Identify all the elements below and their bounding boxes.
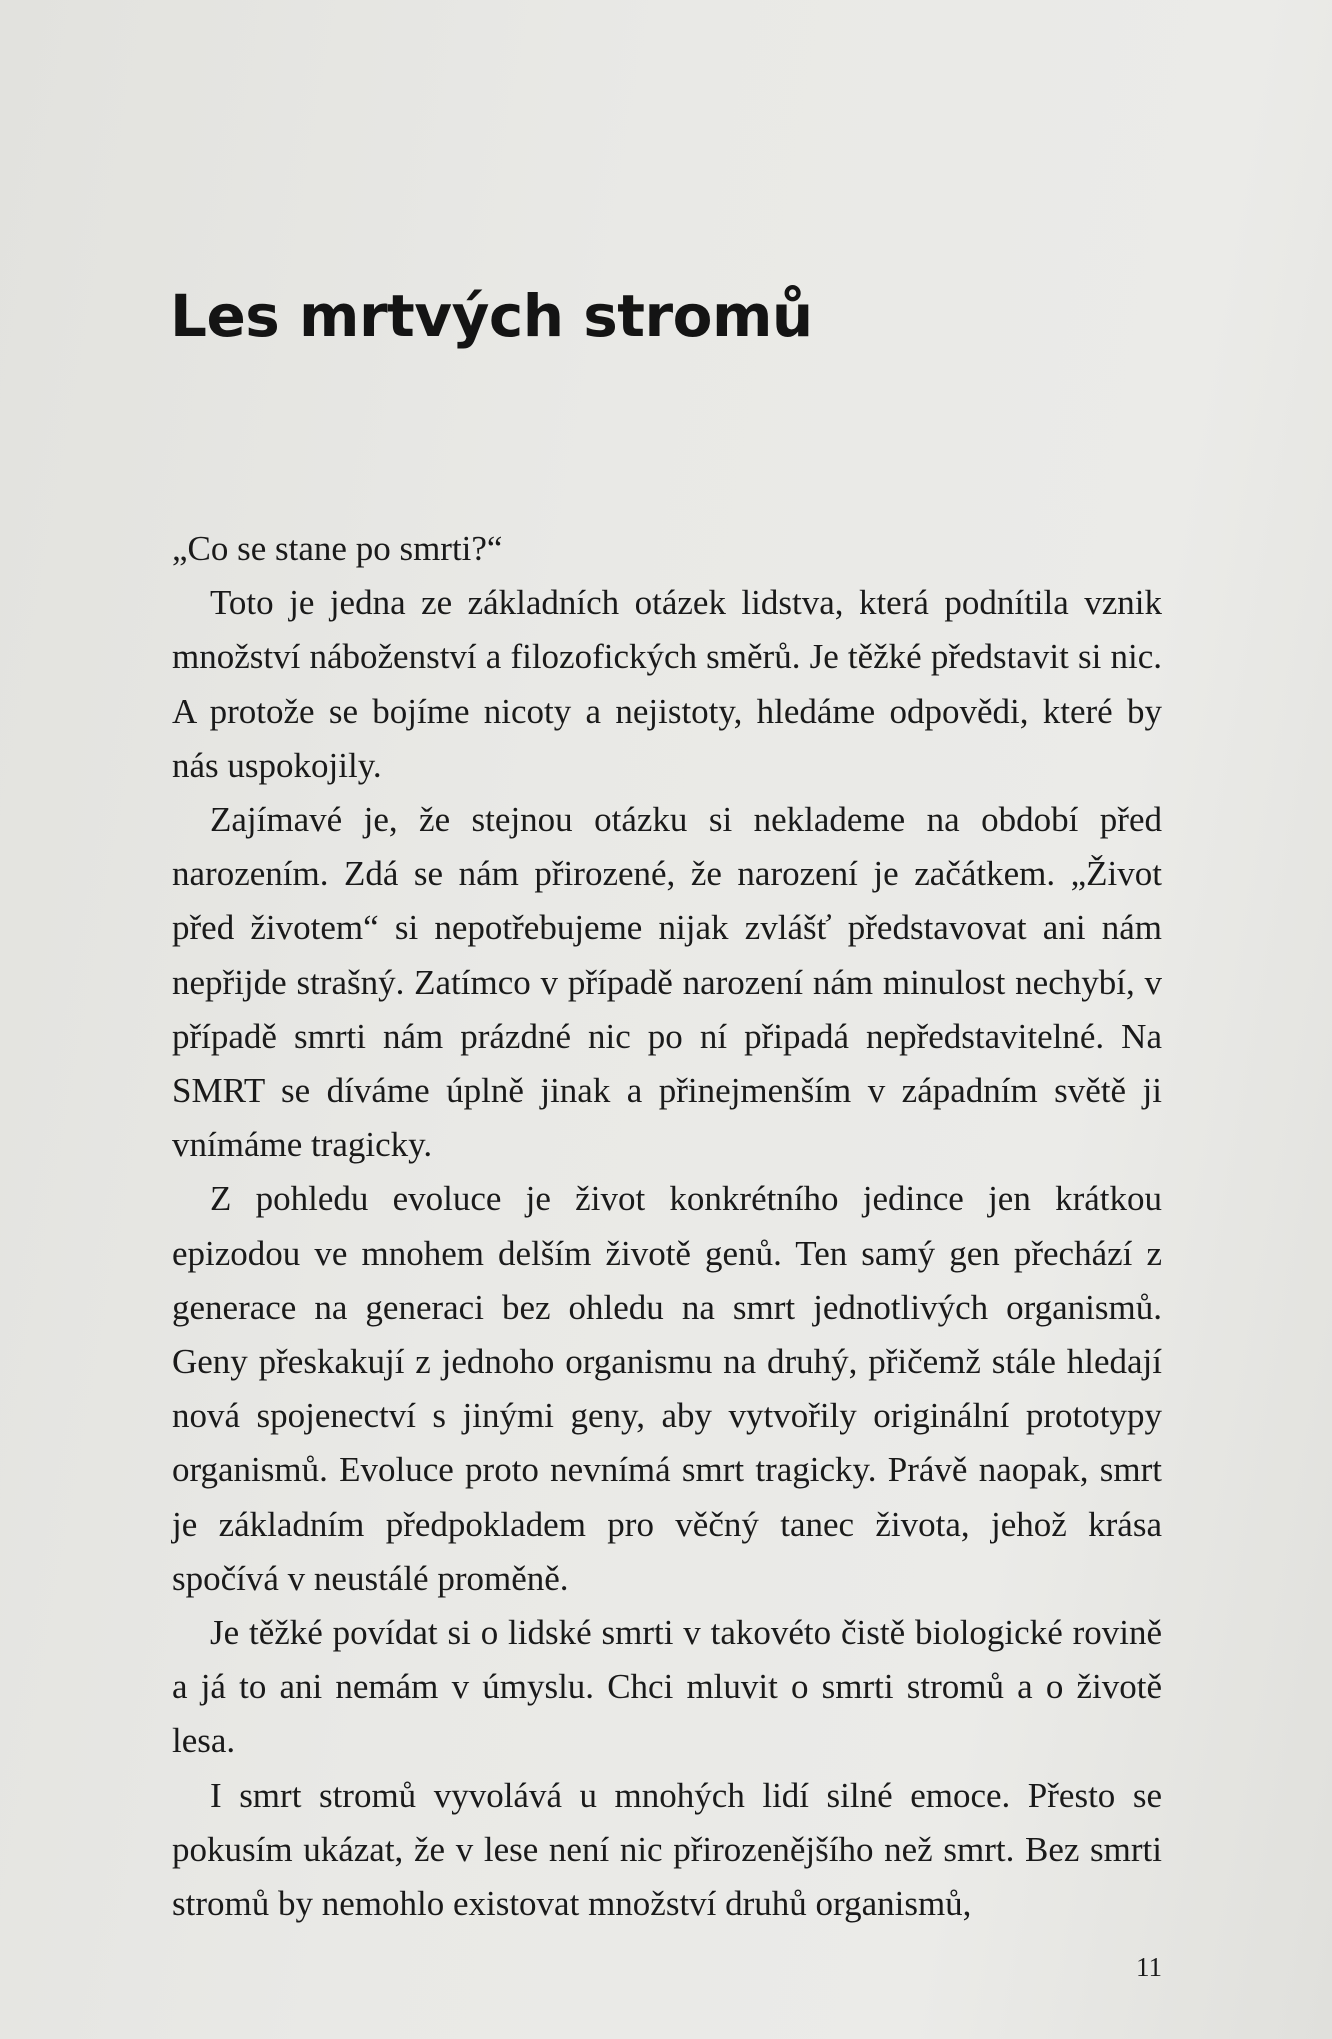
page-number: 11 <box>1136 1952 1162 1982</box>
body-text <box>172 522 1162 1931</box>
paragraph: Je těžké povídat si o lidské smrti v takovéto čistě biologické rovině a já to ani nemám v úmyslu. Chci mluvit o smrti stromů a o životě lesa. <box>172 1613 1162 1761</box>
paragraph: Z pohledu evoluce je život konkrétního jedince jen krátkou epizodou ve mnohem delším životě genů. Ten samý gen přechází z generace na generaci bez ohledu na smrt jednotlivých organismů. Geny přeskakují z jednoho organismu na druhý, přičemž stále hledají nová spojenectví s jinými geny, aby vytvořily originální prototypy organismů. Evoluce proto nevnímá smrt tragicky. Právě naopak, smrt je základním předpokladem pro věčný tanec života, jehož krása spočívá v neustálé proměně. <box>172 1179 1162 1598</box>
paragraph: I smrt stromů vyvolává u mnohých lidí silné emoce. Přesto se pokusím ukázat, že v lese není nic přirozenějšího než smrt. Bez smrti stromů by nemohlo existovat množství druhů organismů, <box>172 1775 1162 1924</box>
paragraph: Zajímavé je, že stejnou otázku si neklademe na období před narozením. Zdá se nám přirozené, že narození je začátkem. „Život před životem“ si nepotřebujeme nijak zvlášť představovat ani nám nepřijde strašný. Zatímco v případě narození nám minulost nechybí, v případě smrti nám prázdné nic po ní připadá nepředstavitelné. Na SMRT se díváme úplně jinak a přinejmenším v západním světě ji vnímáme tragicky. <box>172 800 1162 1165</box>
chapter-title: Les mrtvých stromů <box>170 282 813 350</box>
paragraph-question: „Co se stane po smrti?“ <box>172 529 503 568</box>
paragraph: Toto je jedna ze základních otázek lidstva, která podnítila vznik množství náboženství a filozofických směrů. Je těžké představit si nic. A protože se bojíme nicoty a nejistoty, hledáme odpovědi, které by nás uspokojily. <box>172 583 1162 785</box>
